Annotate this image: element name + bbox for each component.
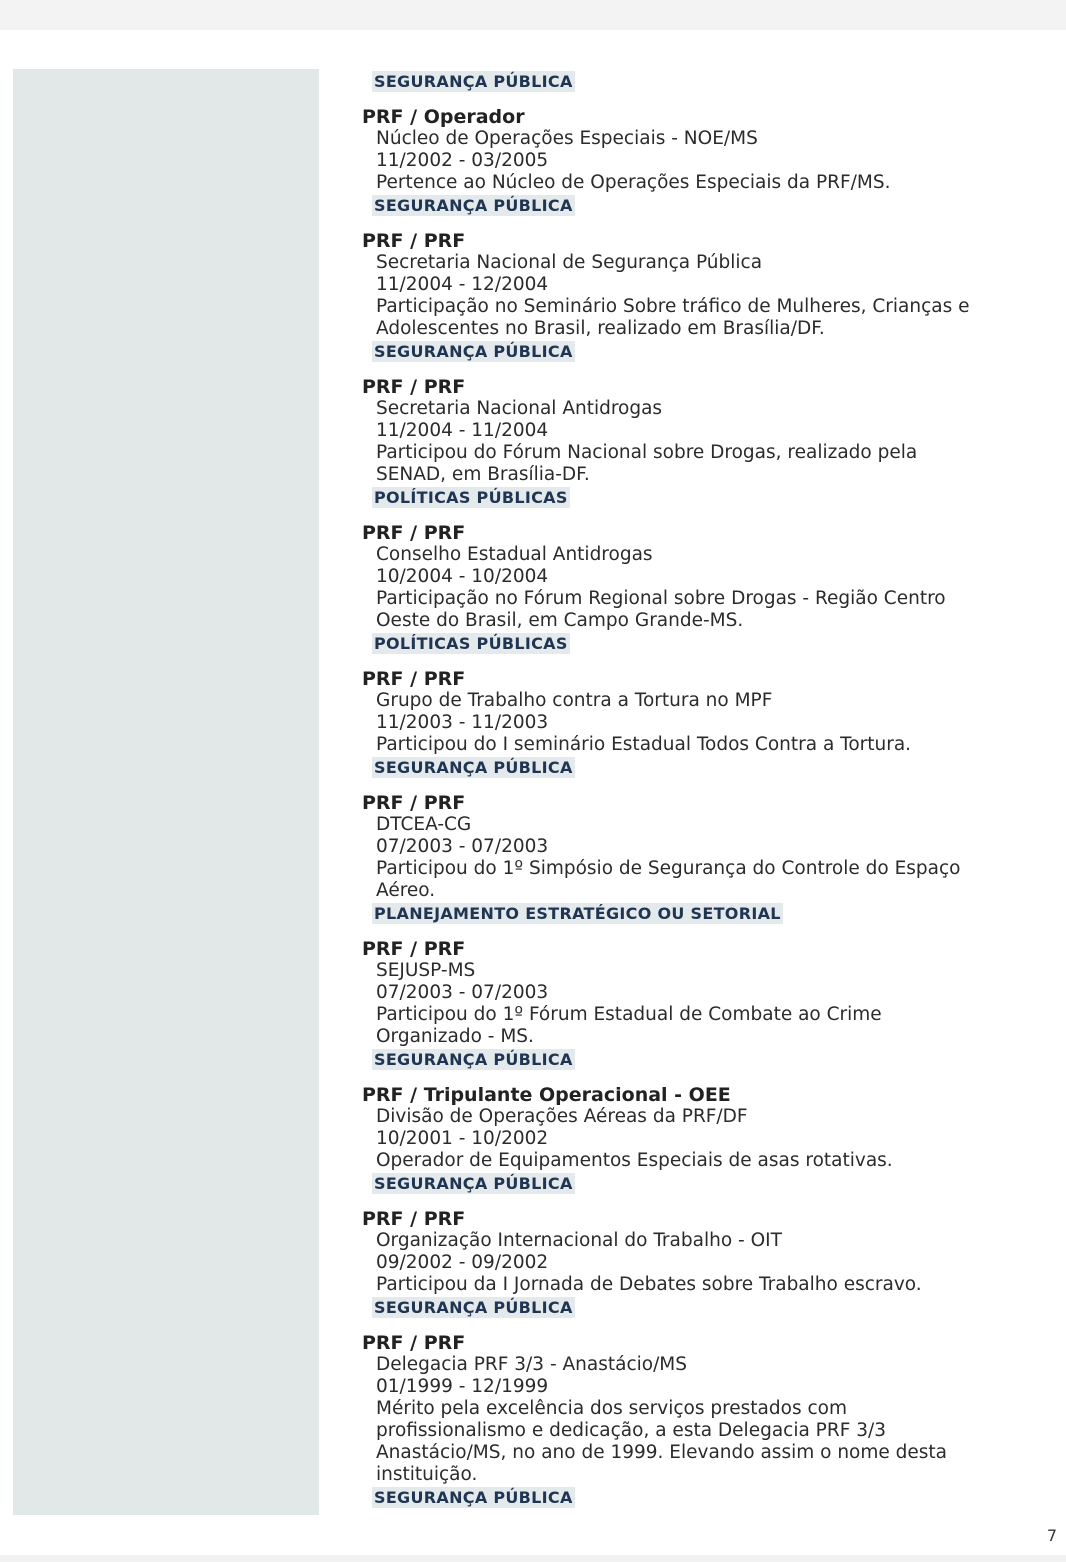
entries-list	[362, 106, 1022, 1508]
activity-entry	[362, 1208, 1022, 1318]
category-tag: SEGURANÇA PÚBLICA	[374, 72, 573, 91]
entry-institution: DTCEA-CG	[376, 814, 472, 835]
entry-institution: Delegacia PRF 3/3 - Anastácio/MS	[376, 1354, 688, 1375]
entry-description-line: Participou do 1º Fórum Estadual de Combate ao Crime	[376, 1004, 882, 1025]
entry-description-line: Participou do I seminário Estadual Todos Contra a Tortura.	[376, 734, 912, 755]
entry-role: PRF / PRF	[362, 230, 466, 252]
category-tag-wrap	[372, 757, 1022, 778]
entry-institution: Organização Internacional do Trabalho - OIT	[376, 1230, 782, 1251]
entry-period: 07/2003 - 07/2003	[376, 982, 549, 1003]
activity-entry	[362, 1084, 1022, 1194]
category-tag-wrap	[372, 487, 1022, 508]
entry-description-line: SENAD, em Brasília-DF.	[376, 464, 590, 485]
page-number: 7	[1046, 1526, 1057, 1545]
activity-entry	[362, 792, 1022, 924]
activity-entry	[362, 938, 1022, 1070]
entry-role: PRF / PRF	[362, 1332, 466, 1354]
entry-description-line: Participação no Fórum Regional sobre Drogas - Região Centro	[376, 588, 946, 609]
entry-role: PRF / PRF	[362, 376, 466, 398]
activity-entry	[362, 230, 1022, 362]
entry-period: 11/2002 - 03/2005	[376, 150, 549, 171]
entry-institution: Núcleo de Operações Especiais - NOE/MS	[376, 128, 758, 149]
entry-description-line: Mérito pela excelência dos serviços prestados com	[376, 1398, 847, 1419]
category-tag-wrap	[372, 633, 1022, 654]
category-tag-wrap	[372, 1173, 1022, 1194]
activity-entry	[362, 522, 1022, 654]
category-tag: SEGURANÇA PÚBLICA	[374, 1488, 573, 1507]
entry-institution: Secretaria Nacional Antidrogas	[376, 398, 663, 419]
entry-role: PRF / PRF	[362, 792, 466, 814]
category-tag: POLÍTICAS PÚBLICAS	[374, 634, 568, 653]
entry-period: 11/2003 - 11/2003	[376, 712, 549, 733]
activity-entry	[362, 106, 1022, 216]
category-tag: PLANEJAMENTO ESTRATÉGICO OU SETORIAL	[374, 904, 781, 923]
entry-description-line: Participação no Seminário Sobre tráfico de Mulheres, Crianças e	[376, 296, 970, 317]
category-tag: POLÍTICAS PÚBLICAS	[374, 488, 568, 507]
entry-period: 10/2001 - 10/2002	[376, 1128, 549, 1149]
category-tag-wrap	[372, 341, 1022, 362]
entry-description-line: Aéreo.	[376, 880, 436, 901]
sidebar-panel	[13, 69, 319, 1515]
entry-role: PRF / PRF	[362, 1208, 466, 1230]
entry-description-line: Organizado - MS.	[376, 1026, 534, 1047]
entry-role: PRF / Tripulante Operacional - OEE	[362, 1084, 731, 1106]
category-tag-wrap	[372, 1049, 1022, 1070]
category-tag: SEGURANÇA PÚBLICA	[374, 758, 573, 777]
entry-description-line: Participou do 1º Simpósio de Segurança do Controle do Espaço	[376, 858, 961, 879]
entry-period: 10/2004 - 10/2004	[376, 566, 549, 587]
entry-description-line: instituição.	[376, 1464, 478, 1485]
entry-period: 09/2002 - 09/2002	[376, 1252, 549, 1273]
entry-institution: Secretaria Nacional de Segurança Pública	[376, 252, 763, 273]
entry-period: 11/2004 - 12/2004	[376, 274, 549, 295]
category-tag-wrap	[372, 71, 1022, 92]
entry-role: PRF / PRF	[362, 522, 466, 544]
entry-institution: SEJUSP-MS	[376, 960, 476, 981]
category-tag: SEGURANÇA PÚBLICA	[374, 1050, 573, 1069]
entry-institution: Conselho Estadual Antidrogas	[376, 544, 653, 565]
entry-role: PRF / PRF	[362, 938, 466, 960]
activity-entry	[362, 668, 1022, 778]
category-tag-wrap	[372, 1297, 1022, 1318]
entry-period: 01/1999 - 12/1999	[376, 1376, 549, 1397]
entry-description-line: Adolescentes no Brasil, realizado em Brasília/DF.	[376, 318, 825, 339]
entry-description-line: Oeste do Brasil, em Campo Grande-MS.	[376, 610, 744, 631]
entry-description-line: Pertence ao Núcleo de Operações Especiais da PRF/MS.	[376, 172, 891, 193]
category-tag-wrap	[372, 903, 1022, 924]
entry-institution: Grupo de Trabalho contra a Tortura no MPF	[376, 690, 773, 711]
category-tag-wrap	[372, 195, 1022, 216]
entries-column	[362, 69, 1022, 1522]
top-bar	[0, 0, 1066, 30]
entry-description-line: Anastácio/MS, no ano de 1999. Elevando assim o nome desta	[376, 1442, 948, 1463]
document-page	[0, 30, 1066, 1555]
category-tag: SEGURANÇA PÚBLICA	[374, 196, 573, 215]
entry-description-line: Operador de Equipamentos Especiais de asas rotativas.	[376, 1150, 893, 1171]
entry-role: PRF / PRF	[362, 668, 466, 690]
category-tag: SEGURANÇA PÚBLICA	[374, 1298, 573, 1317]
activity-entry	[362, 1332, 1022, 1508]
entry-period: 07/2003 - 07/2003	[376, 836, 549, 857]
entry-description-line: Participou do Fórum Nacional sobre Drogas, realizado pela	[376, 442, 918, 463]
category-tag: SEGURANÇA PÚBLICA	[374, 342, 573, 361]
entry-description-line: profissionalismo e dedicação, a esta Delegacia PRF 3/3	[376, 1420, 886, 1441]
entry-role: PRF / Operador	[362, 106, 525, 128]
entry-institution: Divisão de Operações Aéreas da PRF/DF	[376, 1106, 748, 1127]
activity-entry	[362, 376, 1022, 508]
entry-period: 11/2004 - 11/2004	[376, 420, 549, 441]
category-tag-wrap	[372, 1487, 1022, 1508]
entry-description-line: Participou da I Jornada de Debates sobre Trabalho escravo.	[376, 1274, 922, 1295]
category-tag: SEGURANÇA PÚBLICA	[374, 1174, 573, 1193]
